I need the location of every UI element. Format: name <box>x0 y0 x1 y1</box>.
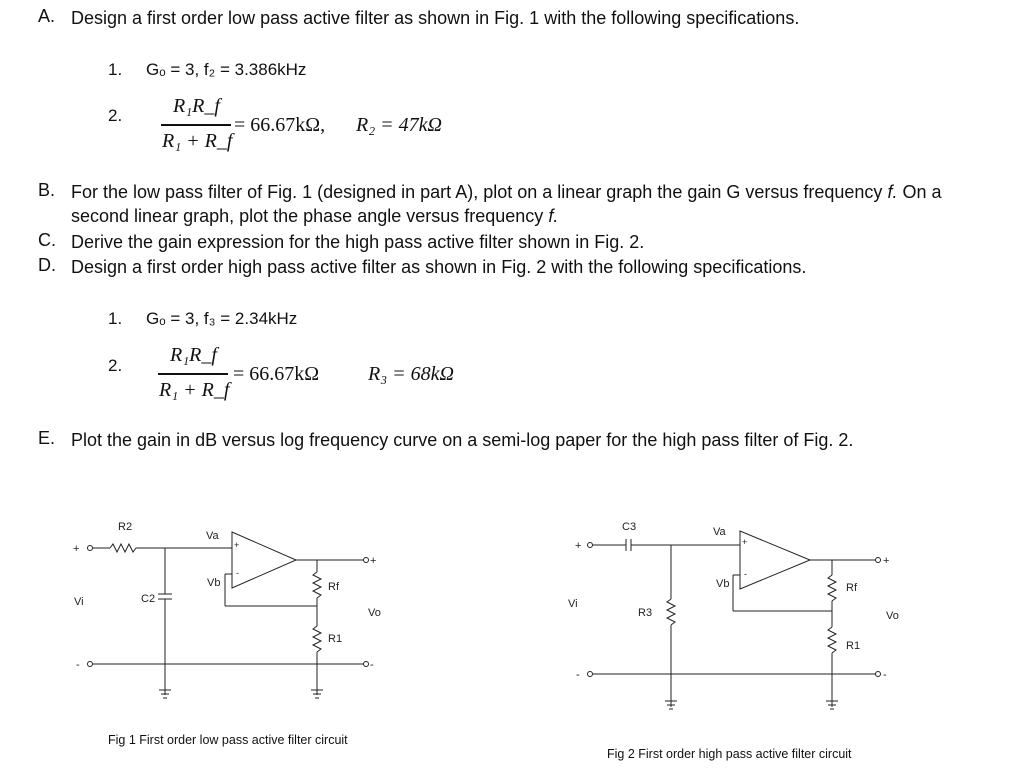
a-item1-spec: Gₒ = 3, f₂ = 3.386kHz <box>146 60 307 79</box>
fig1-label-input-minus: - <box>76 659 80 671</box>
fig1-label-c2: C2 <box>141 593 156 605</box>
d-item2-r3: R₃ = 68kΩ <box>368 363 455 385</box>
fig2-label-va: Va <box>713 526 726 538</box>
fig2-caption: Fig 2 First order high pass active filter circuit <box>607 747 852 761</box>
question-a-letter: A. <box>38 6 56 26</box>
d-item2-fraction-bar <box>158 373 228 375</box>
fig2-label-input-minus: - <box>576 669 580 681</box>
fig2-label-opamp-minus: - <box>744 569 747 579</box>
fig2-opamp <box>740 531 810 589</box>
question-b-line1 <box>71 180 942 205</box>
fig2-label-vo: Vo <box>886 610 899 622</box>
fig2-output-minus-terminal <box>876 672 881 677</box>
fig2-label-vi: Vi <box>568 598 578 610</box>
fig1-r2-resistor <box>110 544 136 552</box>
d-item2-fraction-numerator: R₁R_f <box>170 344 217 366</box>
a-item2-fraction-numerator: R₁R_f <box>173 95 220 117</box>
fig2-rf-resistor <box>828 575 836 601</box>
fig2-input-plus-terminal <box>588 543 593 548</box>
fig2-r1-resistor <box>828 627 836 653</box>
fig1-label-vi: Vi <box>74 596 84 608</box>
d-item1-spec: Gₒ = 3, f₃ = 2.34kHz <box>146 309 298 328</box>
d-item2-number: 2. <box>108 356 123 375</box>
fig1-label-input-plus: + <box>73 543 80 555</box>
question-b-line2 <box>71 204 558 229</box>
fig2-label-output-minus: - <box>883 669 887 681</box>
question-b-line2-f: f. <box>548 206 559 226</box>
fig1-input-plus-terminal <box>88 546 93 551</box>
question-b-line1-end: On a <box>902 182 942 202</box>
question-c-letter: C. <box>38 230 56 250</box>
fig1-label-r2: R2 <box>118 521 133 533</box>
fig2-label-r1: R1 <box>846 640 861 652</box>
question-b-line1-text: For the low pass filter of Fig. 1 (designed in part A), plot on a linear graph the gain G versus frequency <box>71 182 883 202</box>
fig2-label-input-plus: + <box>575 540 582 552</box>
fig2-label-rf: Rf <box>846 582 857 594</box>
question-d-text: Design a first order high pass active filter as shown in Fig. 2 with the following specifications. <box>71 257 807 277</box>
a-item2-number: 2. <box>108 106 123 125</box>
a-item2-fraction-bar <box>161 124 231 126</box>
d-item2-fraction-denominator: R₁ + R_f <box>159 379 230 401</box>
fig1-label-va: Va <box>206 530 219 542</box>
fig2-r3-resistor <box>667 599 675 625</box>
fig1-circuit-diagram <box>60 510 400 715</box>
fig1-caption: Fig 1 First order low pass active filter circuit <box>108 733 348 747</box>
fig1-output-minus-terminal <box>364 662 369 667</box>
d-item2-value: = 66.67kΩ <box>233 363 320 385</box>
fig2-label-output-plus: + <box>883 555 890 567</box>
fig2-input-minus-terminal <box>588 672 593 677</box>
a-item2-fraction-denominator: R₁ + R_f <box>162 130 233 152</box>
fig1-r1-resistor <box>313 626 321 652</box>
fig1-rf-resistor <box>313 572 321 598</box>
question-b-line1-f: f. <box>887 182 898 202</box>
fig1-label-vo: Vo <box>368 607 381 619</box>
fig2-label-c3: C3 <box>622 521 637 533</box>
fig1-input-minus-terminal <box>88 662 93 667</box>
question-e-letter: E. <box>38 428 56 448</box>
fig2-output-plus-terminal <box>876 558 881 563</box>
question-e-text: Plot the gain in dB versus log frequency curve on a semi-log paper for the high pass filter of Fig. 2. <box>71 430 854 450</box>
fig1-label-r1: R1 <box>328 633 343 645</box>
question-a-text: Design a first order low pass active filter as shown in Fig. 1 with the following specifications. <box>71 8 800 28</box>
fig1-label-rf: Rf <box>328 581 339 593</box>
fig1-label-opamp-minus: - <box>236 568 239 578</box>
d-item1-number: 1. <box>108 309 123 328</box>
fig1-output-plus-terminal <box>364 558 369 563</box>
fig1-label-output-minus: - <box>370 659 374 671</box>
question-b-line2-text: second linear graph, plot the phase angle versus frequency <box>71 206 544 226</box>
fig1-label-vb: Vb <box>207 577 221 589</box>
fig1-opamp <box>232 532 296 588</box>
question-d-letter: D. <box>38 255 56 275</box>
a-item2-value: = 66.67kΩ, <box>234 114 326 136</box>
fig1-label-output-plus: + <box>370 555 377 567</box>
question-b-letter: B. <box>38 180 56 200</box>
question-c-text: Derive the gain expression for the high pass active filter shown in Fig. 2. <box>71 232 645 252</box>
fig2-label-r3: R3 <box>638 607 653 619</box>
fig2-label-vb: Vb <box>716 578 730 590</box>
a-item2-r2: R₂ = 47kΩ <box>356 114 443 136</box>
fig1-label-opamp-plus: + <box>234 540 240 550</box>
fig2-label-opamp-plus: + <box>742 537 748 547</box>
a-item1-number: 1. <box>108 60 123 79</box>
fig2-circuit-diagram <box>560 515 910 720</box>
